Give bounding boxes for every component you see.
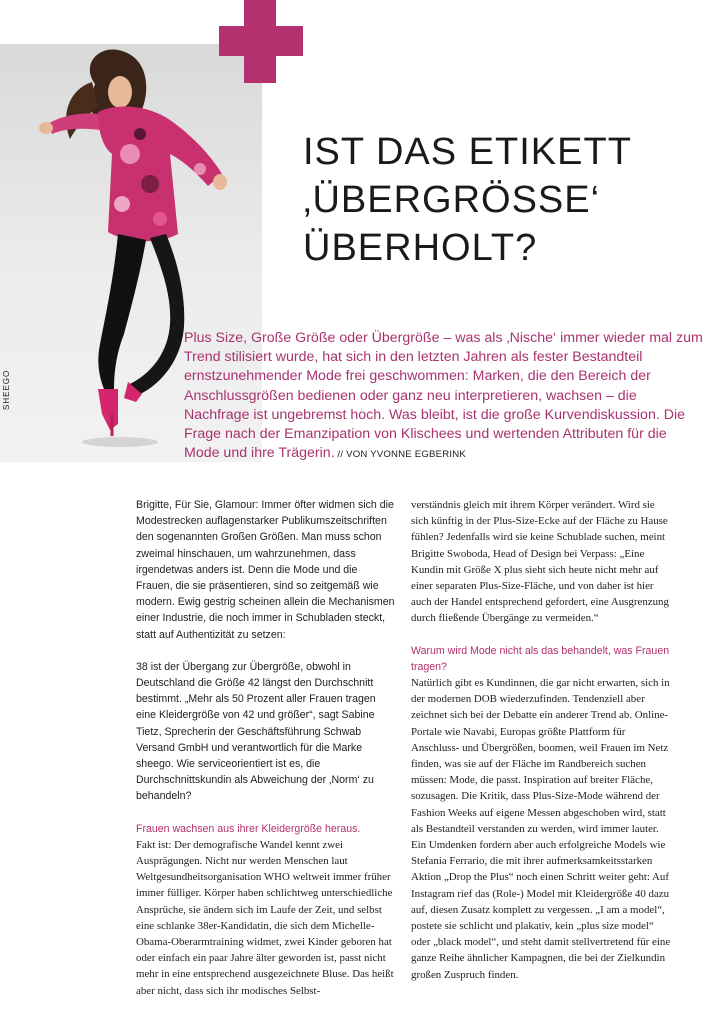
- subheading: Warum wird Mode nicht als das behandelt, was Frauen tragen?: [411, 644, 670, 673]
- author-byline: // VON YVONNE EGBERINK: [334, 449, 466, 461]
- photo-credit: SHEEGO: [2, 369, 11, 410]
- title-line: IST DAS ETIKETT: [303, 131, 632, 173]
- title-line: ‚ÜBERGRÖSSE‘: [303, 179, 601, 221]
- paragraph: Fakt ist: Der demografische Wandel kennt zwei Ausprägungen. Nicht nur werden Menschen laut Weltgesundheitsorganisation WHO weltweit immer früher immer fülliger. Körper haben schlichtweg unterschiedliche Ansprüche, sie ändern sich im Laufe der Zeit, und selbst eine schlanke 38er-Kandidatin, die sich dem Michelle-Obama-Oberarmtraining widmet, zwei Kinder geboren hat oder einfach ein paar Jahre älter geworden ist, passt nicht mehr in eine entsprechend ausgezeichnete Bluse. Das heißt aber nicht, dass sich ihr modisches Selbst-: [136, 838, 394, 997]
- subheading: Frauen wachsen aus ihrer Kleidergröße heraus.: [136, 822, 361, 835]
- paragraph: 38 ist der Übergang zur Übergröße, obwohl in Deutschland die Größe 42 längst den Durchschnitt bestimmt. „Mehr als 50 Prozent aller Frauen tragen eine Kleidergröße von 42 und größer“, sagt Sabine Tietz, Sprecherin der Geschäftsführung Schwab Versand GmbH und verantwortlich für die Marke sheego. Wie serviceorientiert ist es, die Durchschnittskundin als Abweichung der ‚Norm‘ zu behandeln?: [136, 660, 376, 803]
- lead-text: Plus Size, Große Größe oder Übergröße – was als ‚Nische‘ immer wieder mal zum Trend stilisiert wurde, hat sich in den letzten Jahren als fester Bestandteil ernstzunehmender Mode frei geschwommen: Marken, die den Bereich der Anschlussgrößen bedienen oder ganz neu interpretieren, wachsen – die Nachfrage ist ungebremst hoch. Was bleibt, ist die große Kurvendiskussion. Die Frage nach der Emanzipation von Klischees und wertenden Attributen für die Mode und ihre Trägerin.: [184, 330, 703, 462]
- title-line: ÜBERHOLT?: [303, 227, 538, 269]
- body-column-1: [136, 497, 396, 999]
- body-column-2: [411, 497, 673, 983]
- article-title: [303, 128, 632, 272]
- article-lead: [184, 329, 704, 464]
- paragraph: Brigitte, Für Sie, Glamour: Immer öfter widmen sich die Modestrecken auflagenstarker Publikumszeitschriften den sogenannten Großen Größen. Man muss schon zweimal hinschauen, um wahrzunehmen, dass irgendetwas anders ist. Denn die Mode und die Frauen, die sie präsentieren, sind so zeitgemäß wie modern. Ewig gestrig scheinen allein die Mechanismen einer Industrie, die noch immer in Schubladen steckt, statt auf Authentizität zu setzen:: [136, 499, 395, 641]
- paragraph: Natürlich gibt es Kundinnen, die gar nicht erwarten, sich in der modernen DOB wiederzufinden. Tendenziell aber zeichnet sich bei der Debatte ein anderer Trend ab. Online-Portale wie Navabi, Europas größte Plattform für Anschluss- und Übergrößen, boomen, weil Frauen im Netz finden, was sie auf der Fläche im Randbereich suchen müssen: Mode, die passt. Inspiration auf breiter Fläche, sozusagen. Die Kritik, dass Plus-Size-Mode während der Fashion Weeks auf eigene Messen abgeschoben wird, statt als Bestandteil verstanden zu werden, wird immer lauter. Ein Umdenken fordern aber auch erfolgreiche Models wie Stefania Ferrario, die mit ihrer aufmerksamkeitsstarken Aktion „Drop the Plus“ noch einen Schritt weiter geht: Auf Instagram rief das (Role-) Model mit Kleidergröße 40 dazu auf, diesen Zusatz komplett zu vergessen. „I am a model“, postete sie schlicht und plakativ, kein „plus size model“ oder „black model“, und steht damit stellvertretend für eine ganze Reihe ähnlicher Kampagnen, die bei der Zielkundin großen Zuspruch finden.: [411, 677, 671, 981]
- plus-sign-horizontal: [219, 26, 303, 56]
- paragraph: verständnis gleich mit ihrem Körper verändert. Wird sie sich künftig in der Plus-Size-Ecke auf der Fläche zu Hause fühlen? Jedenfalls wird sie keine Schublade suchen, meint Brigitte Swoboda, Head of Design bei Verpass: „Eine Kundin mit Größe X plus sieht sich heute nicht mehr auf einer separaten Plus-Size-Fläche, und von daher ist hier auch der Handel entsprechend gefordert, eine Ausgrenzung durch fließende Übergänge zu vermeiden.“: [411, 499, 669, 625]
